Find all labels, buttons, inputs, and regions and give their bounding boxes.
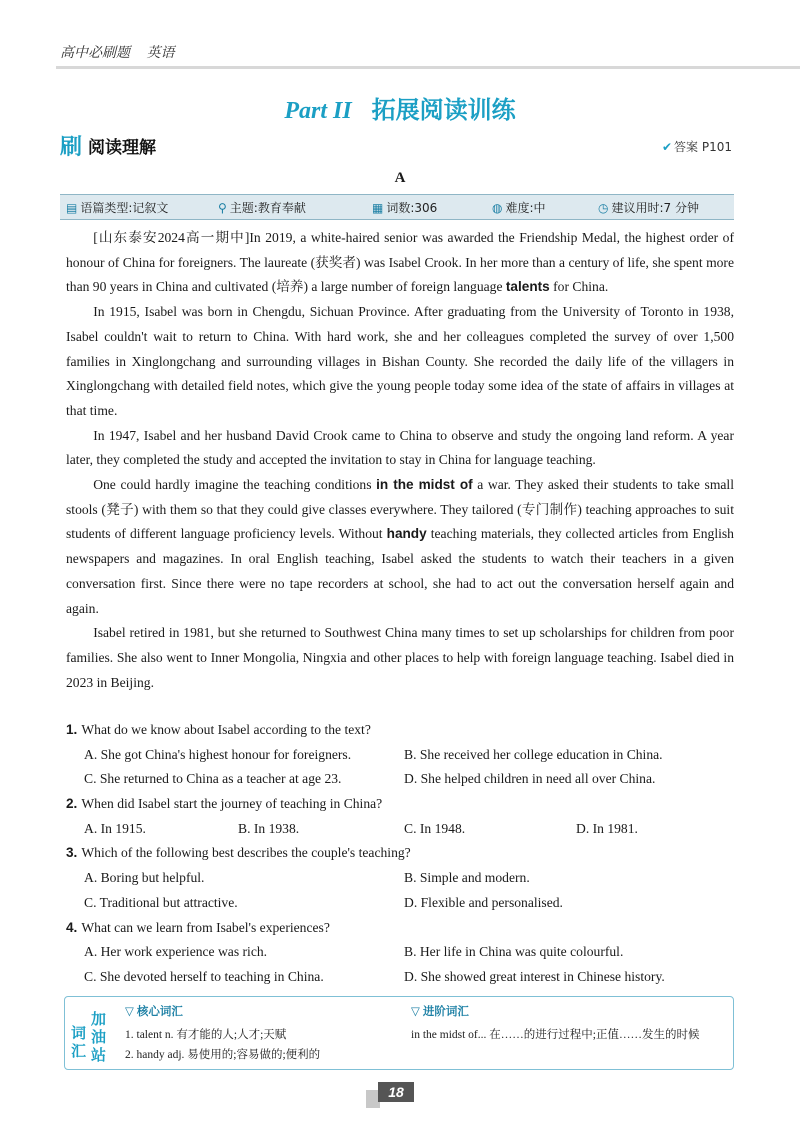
option-a[interactable]: A. Boring but helpful.: [84, 870, 205, 886]
paragraph-5: Isabel retired in 1981, but she returned to Southwest China many times to set up scholarships for children from poor families. She also went to Inner Mongolia, Ningxia and other places to help with foreign language teaching. Isabel died in 2023 in Beijing.: [66, 625, 734, 690]
book-title: 高中必刷题: [60, 45, 130, 61]
option-c[interactable]: C. Traditional but attractive.: [84, 894, 238, 910]
paragraph-4: One could hardly imagine the teaching conditions in the midst of a war. They asked their students to take small stools (凳子) with them so that they could give classes everywhere. They tailored (专门制作) teaching approaches to suit students of different language proficiency levels. Without handy teaching materials, they collected articles from English newspapers and magazines. In oral English teaching, Isabel asked the students to watch their teachers in a given conversation first. Since there were no tape recorders at school, she had to act out the conversation herself again and again.: [66, 477, 734, 616]
info-time-text: 建议用时:7 分钟: [611, 201, 699, 215]
question-3: [66, 841, 734, 915]
keyword-handy: handy: [386, 526, 427, 542]
option-b[interactable]: B. In 1938.: [238, 820, 300, 836]
advanced-vocab: ▽ 进阶词汇 in the midst of... 在……的进行过程中;正值……发生的时候: [411, 1003, 699, 1045]
checkmark-icon: ✔: [661, 140, 673, 154]
part-label: Part II: [284, 98, 352, 124]
info-words: [372, 199, 437, 216]
paragraph-3: In 1947, Isabel and her husband David Crook came to China to observe and study the ongoing land reform. A year later, they completed the study and accepted the invitation to stay in China for language teaching.: [66, 427, 734, 468]
option-c[interactable]: C. In 1948.: [404, 820, 466, 836]
word-count-icon: ▦: [372, 201, 384, 215]
question-1: [66, 718, 734, 792]
option-c[interactable]: C. She devoted herself to teaching in China.: [84, 968, 324, 984]
book-icon: ▤: [66, 201, 78, 215]
passage-label: A: [394, 170, 406, 186]
info-bar: [60, 194, 734, 220]
keyword-talents: talents: [505, 279, 550, 295]
option-c[interactable]: C. She returned to China as a teacher at age 23.: [84, 771, 342, 787]
info-topic: [218, 199, 306, 216]
vocab-item: in the midst of... 在……的进行过程中;正值……发生的时候: [411, 1029, 700, 1041]
vocab-item: 2. handy adj. 易使用的;容易做的;便利的: [125, 1049, 321, 1061]
vocabulary-box: [64, 996, 734, 1070]
part-title: [0, 90, 800, 125]
part-heading: 拓展阅读训练: [371, 98, 516, 124]
answer-ref-text: 答案 P101: [674, 140, 732, 154]
info-time: [598, 199, 699, 216]
info-difficulty-text: 难度:中: [505, 201, 546, 215]
book-header: [60, 42, 186, 62]
vocab-item: 1. talent n. 有才能的人;人才;天赋: [125, 1029, 287, 1041]
section-title: 阅读理解: [88, 138, 157, 158]
paragraph-1: [山东泰安2024高一期中]In 2019, a white-haired senior was awarded the Friendship Medal, the highest order of honour of China for foreigners. The laureate (获奖者) was Isabel Crook. In her more than a century of life, she spent more than 90 years in China and cultivated (培养) a large number of foreign language talents for China.: [66, 230, 734, 295]
question-stem: What can we learn from Isabel's experiences?: [81, 919, 330, 935]
info-difficulty: [492, 199, 546, 216]
question-number: 2.: [66, 796, 78, 812]
header-rule: [56, 66, 800, 69]
difficulty-icon: ◍: [492, 201, 503, 215]
keyword-in-the-midst-of: in the midst of: [376, 477, 473, 493]
question-number: 4.: [66, 919, 78, 935]
info-topic-text: 主题:教育奉献: [229, 201, 306, 215]
book-subject: 英语: [146, 45, 175, 61]
vocab-station-label: 词 汇 加 油 站: [71, 1010, 107, 1064]
option-a[interactable]: A. Her work experience was rich.: [84, 944, 268, 960]
page-number: 18: [378, 1082, 414, 1102]
info-type-text: 语篇类型:记叙文: [80, 201, 169, 215]
section-heading: [60, 130, 156, 161]
question-stem: When did Isabel start the journey of teaching in China?: [81, 796, 383, 812]
option-d[interactable]: D. Flexible and personalised.: [404, 894, 563, 910]
question-number: 1.: [66, 722, 78, 737]
option-b[interactable]: B. Her life in China was quite colourful.: [404, 944, 624, 960]
triangle-icon: ▽: [411, 1004, 420, 1018]
question-2: [66, 792, 734, 841]
clock-icon: ◷: [598, 201, 609, 215]
info-words-text: 词数:306: [386, 201, 438, 215]
option-d[interactable]: D. She helped children in need all over China.: [404, 771, 656, 787]
info-type: [66, 199, 168, 216]
option-d[interactable]: D. In 1981.: [576, 820, 638, 836]
questions: [66, 718, 734, 990]
question-stem: What do we know about Isabel according to the text?: [81, 722, 371, 737]
option-a[interactable]: A. In 1915.: [84, 820, 146, 836]
core-vocab: ▽ 核心词汇 1. talent n. 有才能的人;人才;天赋 2. handy adj. 易使用的;容易做的;便利的: [125, 1003, 320, 1065]
search-icon: ⚲: [218, 201, 227, 215]
question-stem: Which of the following best describes the couple's teaching?: [81, 845, 411, 861]
option-a[interactable]: A. She got China's highest honour for foreigners.: [84, 746, 352, 762]
option-b[interactable]: B. Simple and modern.: [404, 870, 530, 886]
paragraph-2: In 1915, Isabel was born in Chengdu, Sichuan Province. After graduating from the University of Toronto in 1938, Isabel couldn't wait to return to China. With hard work, she and her colleagues completed the survey of over 1,500 families in Xinglongchang and surrounding villages in Bishan County. She recorded the daily life of the villagers in Xinglongchang with detailed field notes, which give the young people today some idea of the state of affairs in villages at that time.: [66, 304, 734, 418]
passage: [66, 226, 734, 695]
answer-reference: [662, 138, 732, 155]
question-4: [66, 916, 734, 990]
question-number: 3.: [66, 845, 78, 861]
option-d[interactable]: D. She showed great interest in Chinese history.: [404, 968, 665, 984]
option-b[interactable]: B. She received her college education in China.: [404, 746, 663, 762]
triangle-icon: ▽: [125, 1004, 134, 1018]
shua-icon: 刷: [60, 135, 83, 160]
